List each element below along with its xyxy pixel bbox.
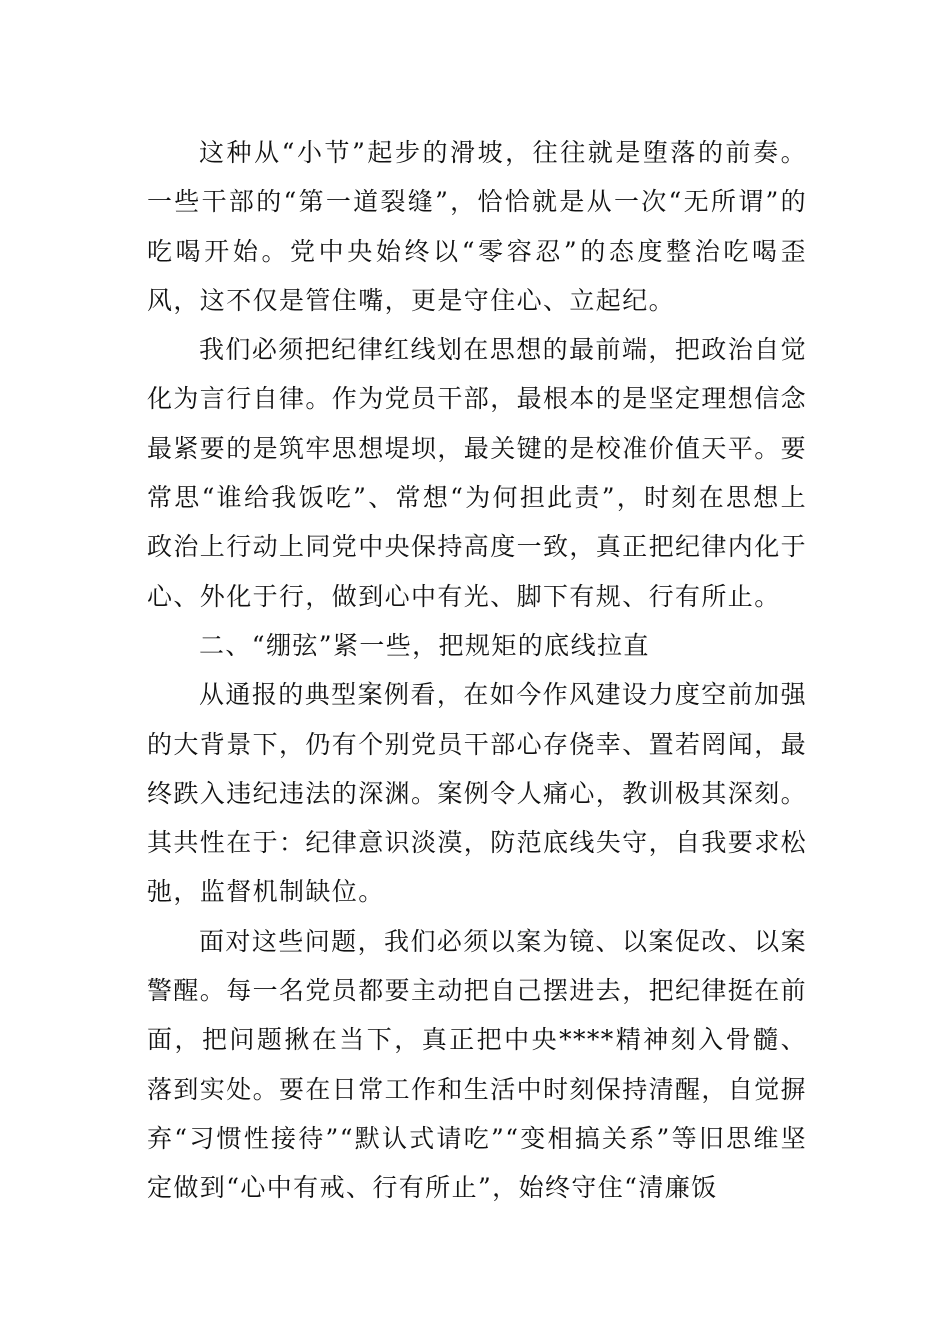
document-body bbox=[147, 128, 807, 1213]
section-heading: 二、“绷弦”紧一些，把规矩的底线拉直 bbox=[199, 630, 650, 660]
paragraph-3: 从通报的典型案例看，在如今作风建设力度空前加强的大背景下，仍有个别党员干部心存侥幸、置若罔闻，最终跌入违纪违法的深渊。案例令人痛心，教训极其深刻。其共性在于：纪律意识淡漠，防范底线失守，自我要求松弛，监督机制缺位。 bbox=[147, 680, 808, 907]
paragraph-2: 我们必须把纪律红线划在思想的最前端，把政治自觉化为言行自律。作为党员干部，最根本的是坚定理想信念最紧要的是筑牢思想堤坝，最关键的是校准价值天平。要常思“谁给我饭吃”、常想“为何担此责”，时刻在思想上政治上行动上同党中央保持高度一致，真正把纪律内化于心、外化于行，做到心中有光、脚下有规、行有所止。 bbox=[147, 335, 808, 611]
paragraph-4: 面对这些问题，我们必须以案为镜、以案促改、以案警醒。每一名党员都要主动把自己摆进去，把纪律挺在前面，把问题揪在当下，真正把中央****精神刻入骨髓、落到实处。要在日常工作和生活中时刻保持清醒，自觉摒弃“习惯性接待”“默认式请吃”“变相搞关系”等旧思维坚定做到“心中有戒、行有所止”，始终守住“清廉饭 bbox=[147, 926, 808, 1203]
paragraph-1: 这种从“小节”起步的滑坡，往往就是堕落的前奏。一些干部的“第一道裂缝”，恰恰就是从一次“无所谓”的吃喝开始。党中央始终以“零容忍”的态度整治吃喝歪风，这不仅是管住嘴，更是守住心、立起纪。 bbox=[147, 138, 807, 315]
